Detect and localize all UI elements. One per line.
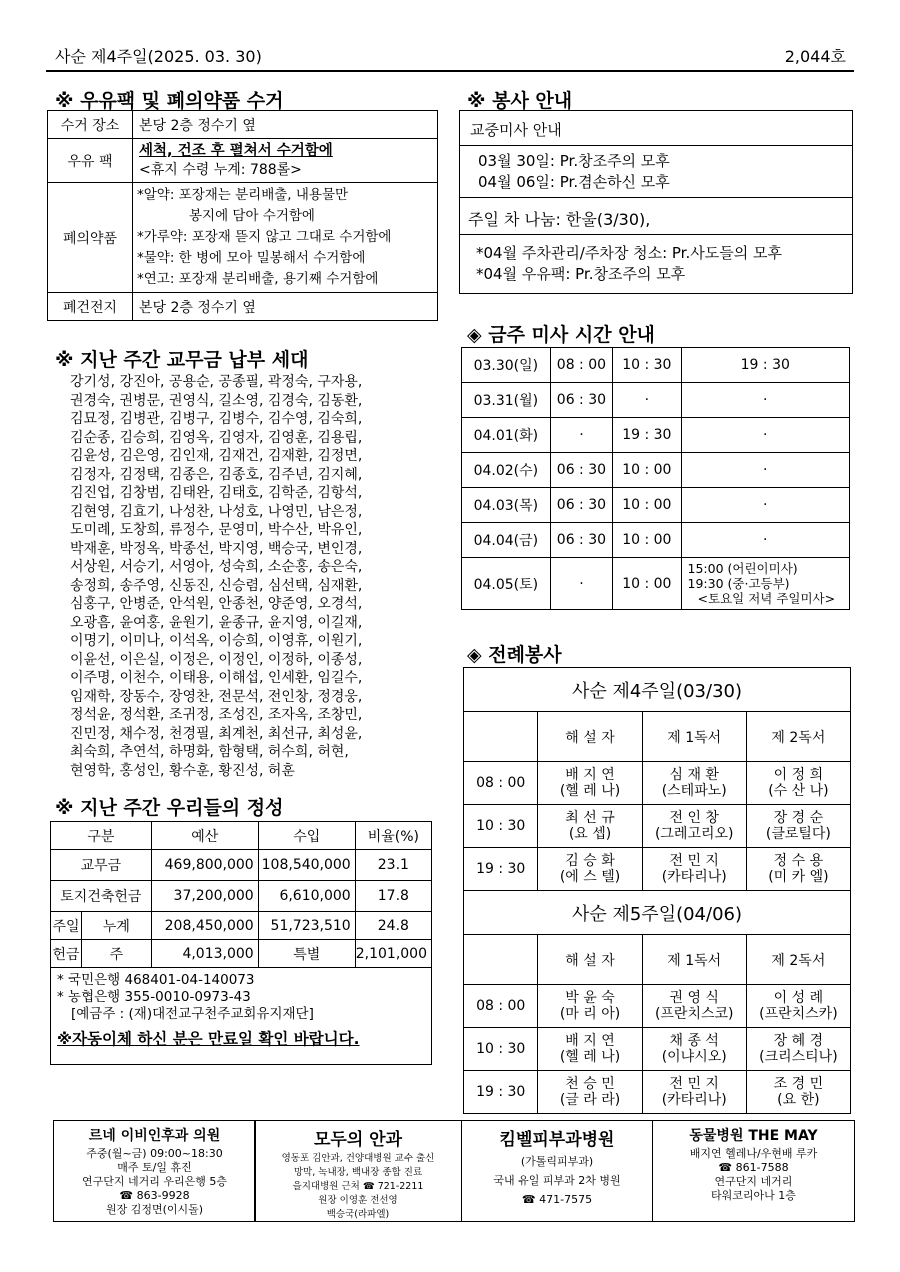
- mass-time: 06 : 30: [550, 523, 612, 558]
- week-title: [464, 891, 851, 935]
- liturgy-text: 심 재 환: [669, 767, 719, 783]
- fin-cell: 37,200,000: [151, 881, 258, 912]
- fin-cell: 교무금: [51, 850, 152, 881]
- ad-line: 을지대병원 근처 ☎ 721-2211: [292, 1181, 424, 1192]
- medicine-line: *물약: 한 병에 모아 밀봉해서 수거함에: [137, 250, 366, 266]
- donor-line: 최숙희, 추연석, 하명화, 함형택, 허수희, 허현,: [70, 744, 349, 760]
- liturgy-text: 장 혜 경: [773, 1033, 824, 1049]
- mass-row: [462, 488, 850, 523]
- liturgy-text: (크리스티나): [759, 1049, 838, 1065]
- fin-cell: 17.8: [355, 881, 431, 912]
- donor-list: [70, 373, 450, 780]
- fin-cell: 누계: [82, 912, 152, 940]
- ad-box: [652, 1120, 855, 1222]
- mass-time: 10 : 30: [613, 348, 681, 383]
- liturgy-text: 해 설 자: [565, 952, 615, 969]
- fin-cell: 23.1: [355, 850, 431, 881]
- liturgy-text: 최 선 규: [565, 810, 615, 826]
- donor-line: 김묘정, 김병관, 김병구, 김병수, 김수영, 김숙희,: [70, 411, 363, 427]
- liturgy-text: 전 인 창: [669, 810, 719, 826]
- mass-date: 04.04(금): [462, 523, 551, 558]
- donor-line: 송정희, 송주영, 신동진, 신승렴, 심선택, 심재환,: [70, 577, 363, 594]
- liturgy-text: 박 윤 숙: [565, 990, 615, 1006]
- liturgy-text: (수 산 나): [768, 783, 829, 799]
- liturgy-text: (헬 레 나): [559, 783, 621, 799]
- liturgy-text: 전 민 지: [669, 1076, 719, 1092]
- liturgy-text: (글 라 라): [559, 1092, 621, 1108]
- liturgy-text: (카타리나): [661, 869, 727, 885]
- liturgy-text: 조 경 민: [773, 1076, 824, 1092]
- medicine-line: 봉지에 담아 수거함에: [189, 208, 315, 224]
- bank-account: * 국민은행 468401-04-140073: [57, 972, 255, 988]
- service-box-title: 교중미사 안내: [470, 121, 562, 139]
- mass-time: ·: [613, 383, 681, 418]
- ad-line: ☎ 861-7588: [718, 1161, 789, 1174]
- liturgy-text: (프란치스코): [654, 1006, 734, 1022]
- milk-label-pack: 우유 팩: [48, 139, 133, 183]
- milk-section-title: ※ 우유팩 및 폐의약품 수거: [55, 90, 284, 112]
- service-box: [459, 110, 853, 294]
- liturgy-head: [746, 712, 850, 762]
- ad-line: 연구단지 네거리: [714, 1175, 793, 1188]
- liturgy-time: [464, 985, 538, 1028]
- milk-label-place: 수거 장소: [48, 111, 133, 139]
- car-sharing: 주일 차 나눔: 한울(3/30),: [468, 210, 651, 229]
- mass-title: ◈ 금주 미사 시간 안내: [467, 324, 655, 346]
- reader-2: [746, 1028, 850, 1071]
- liturgy-text: (헬 레 나): [559, 1049, 621, 1065]
- ad-line: 배지연 헬레나/우현배 루카: [689, 1147, 818, 1160]
- donor-line: 김순종, 김승희, 김영옥, 김영자, 김영훈, 김용립,: [70, 429, 363, 446]
- ad-line: 국내 유일 피부과 2차 병원: [493, 1174, 621, 1187]
- ad-line: ☎ 471-7575: [521, 1193, 593, 1206]
- liturgy-row: [464, 1071, 851, 1114]
- mass-row: [462, 523, 850, 558]
- medicine-line: *알약: 포장재는 분리배출, 내용물만: [137, 187, 349, 203]
- mass-time: ·: [681, 523, 849, 558]
- commentator: [538, 985, 642, 1028]
- donor-line: 강기성, 강진아, 공용순, 공종필, 곽정숙, 구자용,: [70, 374, 363, 390]
- reader-2: [746, 1071, 850, 1114]
- liturgy-title: ◈ 전례봉사: [467, 644, 562, 666]
- medicine-line: *연고: 포장재 분리배출, 용기째 수거함에: [137, 271, 379, 287]
- reader-1: [642, 1028, 746, 1071]
- liturgy-text: 19 : 30: [476, 1084, 526, 1100]
- liturgy-time: [464, 848, 538, 891]
- liturgy-table: [463, 667, 851, 1114]
- service-title: ※ 봉사 안내: [467, 90, 573, 112]
- liturgy-head: [642, 712, 746, 762]
- fin-cell: 주: [82, 940, 152, 968]
- bank-account: * 농협은행 355-0010-0973-43: [57, 989, 251, 1005]
- liturgy-text: 해 설 자: [565, 729, 615, 746]
- fin-cell: 208,450,000: [151, 912, 258, 940]
- liturgy-head: [538, 712, 642, 762]
- liturgy-text: (마 리 아): [559, 1006, 621, 1022]
- fin-head: 예산: [151, 822, 258, 850]
- mass-row: [462, 348, 850, 383]
- service-line: 04월 06일: Pr.겸손하신 모후: [478, 173, 670, 191]
- liturgy-text: 전 민 지: [669, 853, 719, 869]
- donor-line: 박재훈, 박정옥, 박종선, 박지영, 백승국, 변인경,: [70, 540, 363, 557]
- liturgy-time: [464, 1071, 538, 1114]
- milk-place-value: 본당 2층 정수기 옆: [133, 111, 438, 139]
- commentator: [538, 805, 642, 848]
- fin-head: 구분: [51, 822, 152, 850]
- finance-title: ※ 지난 주간 우리들의 정성: [55, 797, 284, 819]
- liturgy-time: [464, 762, 538, 805]
- ad-name: 모두의 안과: [313, 1130, 403, 1150]
- mass-date: 04.02(수): [462, 453, 551, 488]
- mass-date: 04.03(목): [462, 488, 551, 523]
- week-title-row: [464, 668, 851, 712]
- commentator: [538, 762, 642, 805]
- liturgy-head: [746, 935, 850, 985]
- fin-cell: 108,540,000: [258, 850, 355, 881]
- mass-time: ·: [681, 488, 849, 523]
- liturgy-text: 08 : 00: [476, 775, 526, 791]
- mass-time: 06 : 30: [550, 488, 612, 523]
- mass-time: 10 : 00: [613, 453, 681, 488]
- service-line: *04월 우유팩: Pr.창조주의 모후: [476, 265, 686, 283]
- liturgy-text: 이 정 희: [773, 767, 824, 783]
- donor-line: 도미례, 도창희, 류정수, 문영미, 박수산, 박유인,: [70, 522, 363, 538]
- mass-time: ·: [681, 453, 849, 488]
- liturgy-text: (카타리나): [661, 1092, 727, 1108]
- liturgy-text: (요 셉): [568, 826, 612, 842]
- reader-2: [746, 848, 850, 891]
- liturgy-text: (요 한): [777, 1092, 820, 1108]
- ad-line: 백승국(라파엘): [326, 1209, 390, 1220]
- mass-time: 10 : 00: [613, 558, 681, 610]
- liturgy-text: 채 종 석: [669, 1033, 719, 1049]
- liturgy-text: 10 : 30: [476, 1041, 526, 1057]
- donor-line: 이윤선, 이은실, 이정은, 이정인, 이정하, 이종성,: [70, 651, 363, 668]
- ad-name: 동물병원 THE MAY: [689, 1128, 818, 1144]
- week-title: [464, 668, 851, 712]
- ad-line: 매주 토/일 휴진: [117, 1161, 192, 1174]
- donor-line: 임재학, 장동수, 장영찬, 전문석, 전인창, 정경웅,: [70, 688, 363, 705]
- issue-number: 2,044호: [784, 47, 846, 66]
- mass-time: 08 : 00: [550, 348, 612, 383]
- ad-box: [53, 1120, 256, 1222]
- reader-1: [642, 762, 746, 805]
- donor-line: 이주명, 이천수, 이태용, 이해섭, 인세환, 임길수,: [70, 670, 363, 686]
- mass-table: [461, 347, 850, 610]
- fin-cell: 2,101,000: [355, 940, 431, 968]
- liturgy-text: (이냐시오): [661, 1049, 727, 1065]
- milk-label-battery: 폐건전지: [48, 293, 133, 321]
- liturgy-text: 배 지 연: [565, 767, 615, 783]
- liturgy-head: [538, 935, 642, 985]
- mass-time: 10 : 00: [613, 523, 681, 558]
- mass-time: ·: [681, 418, 849, 453]
- fin-cell: 4,013,000: [151, 940, 258, 968]
- liturgy-blank: [464, 935, 538, 985]
- liturgy-text: 김 승 화: [565, 853, 615, 869]
- donor-line: 김진업, 김창범, 김태완, 김태호, 김학준, 김항석,: [70, 485, 363, 501]
- liturgy-text: 장 경 순: [773, 810, 824, 826]
- liturgy-text: 제 2독서: [771, 952, 826, 969]
- ad-name: 르네 이비인후과 의원: [88, 1128, 221, 1144]
- donor-line: 오광흠, 윤여홍, 윤원기, 윤종규, 윤지영, 이길재,: [70, 614, 363, 631]
- liturgy-text: 19 : 30: [476, 861, 526, 877]
- liturgy-head: [642, 935, 746, 985]
- saturday-mass-2: 19:30 (중·고등부): [687, 576, 790, 591]
- fin-cell: 헌금: [51, 940, 82, 968]
- donor-line: 현영학, 홍성인, 황수훈, 황진성, 허훈: [70, 762, 295, 779]
- liturgy-time: [464, 1028, 538, 1071]
- ad-line: (가톨릭피부과): [520, 1155, 594, 1168]
- header-divider: [46, 70, 854, 72]
- ad-line: 연구단지 네거리 우리은행 5층: [82, 1175, 227, 1188]
- milk-pack-instruction: 세척, 건조 후 펼쳐서 수거함에: [139, 142, 333, 159]
- liturgy-text: 천 승 민: [565, 1076, 615, 1092]
- liturgy-head-row: [464, 712, 851, 762]
- reader-2: [746, 762, 850, 805]
- liturgy-text: 제 1독서: [667, 729, 722, 746]
- commentator: [538, 848, 642, 891]
- liturgy-text: 이 성 례: [773, 990, 824, 1006]
- liturgy-text: (프란치스카): [759, 1006, 838, 1022]
- ad-line: 원장 김정면(이시돌): [105, 1203, 204, 1216]
- liturgy-row: [464, 805, 851, 848]
- week-title-row: [464, 891, 851, 935]
- milk-label-medicine: 폐의약품: [48, 183, 133, 293]
- reader-1: [642, 848, 746, 891]
- liturgy-text: (에 스 텔): [559, 869, 621, 885]
- liturgy-text: (스테파노): [661, 783, 727, 799]
- medicine-line: *가루약: 포장재 뜯지 않고 그대로 수거함에: [137, 229, 392, 245]
- liturgy-text: 08 : 00: [476, 998, 526, 1014]
- mass-row: [462, 418, 850, 453]
- fin-head: 수입: [258, 822, 355, 850]
- liturgy-time: [464, 805, 538, 848]
- liturgy-text: (그레고리오): [654, 826, 734, 842]
- liturgy-row: [464, 848, 851, 891]
- donor-line: 이명기, 이미나, 이석옥, 이승희, 이영휴, 이원기,: [70, 633, 363, 649]
- ad-line: ☎ 863-9928: [119, 1189, 190, 1202]
- mass-row: [462, 383, 850, 418]
- service-line: *04월 주차관리/주차장 청소: Pr.사도들의 모후: [476, 244, 782, 262]
- donor-line: 정석윤, 정석환, 조귀정, 조성진, 조자옥, 조창민,: [70, 707, 363, 723]
- mass-time: 19 : 30: [613, 418, 681, 453]
- liturgy-text: 사순 제4주일(03/30): [571, 680, 743, 702]
- liturgy-text: 배 지 연: [565, 1033, 615, 1049]
- liturgy-head-row: [464, 935, 851, 985]
- autopay-notice: ※자동이체 하신 분은 만료일 확인 바랍니다.: [57, 1030, 360, 1048]
- mass-time: ·: [550, 418, 612, 453]
- donor-line: 서상원, 서승기, 서영아, 성숙희, 소순홍, 송은숙,: [70, 559, 363, 575]
- fin-cell: 24.8: [355, 912, 431, 940]
- liturgy-text: 사순 제5주일(04/06): [571, 903, 743, 925]
- mass-date: 04.05(토): [462, 558, 551, 610]
- liturgy-text: (클로틸다): [765, 826, 831, 842]
- mass-date: 03.31(월): [462, 383, 551, 418]
- mass-time: ·: [681, 383, 849, 418]
- ad-line: 타워코리아나 1층: [711, 1189, 796, 1202]
- donors-title: ※ 지난 주간 교무금 납부 세대: [55, 349, 309, 371]
- reader-1: [642, 805, 746, 848]
- mass-row: [462, 453, 850, 488]
- mass-time: 10 : 00: [613, 488, 681, 523]
- milk-table: [47, 110, 438, 321]
- liturgy-text: 제 2독서: [771, 729, 826, 746]
- liturgy-row: [464, 1028, 851, 1071]
- donor-line: 심홍구, 안병준, 안석원, 안종천, 양준영, 오경석,: [70, 596, 363, 612]
- donor-line: 김윤성, 김은영, 김인재, 김재건, 김재환, 김정면,: [70, 448, 363, 464]
- milk-pack-count: <휴지 수령 누계: 788롤>: [139, 161, 302, 178]
- reader-1: [642, 1071, 746, 1114]
- liturgy-text: 권 영 식: [669, 990, 719, 1006]
- service-line: 03월 30일: Pr.창조주의 모후: [478, 152, 670, 170]
- liturgy-blank: [464, 712, 538, 762]
- fin-cell: 6,610,000: [258, 881, 355, 912]
- saturday-mass-note: <토요일 저녁 주일미사>: [697, 591, 836, 606]
- mass-time: ·: [550, 558, 612, 610]
- mass-date: 03.30(일): [462, 348, 551, 383]
- ad-box: [254, 1120, 462, 1222]
- reader-1: [642, 985, 746, 1028]
- fin-cell: 51,723,510: [258, 912, 355, 940]
- donor-line: 김정자, 김정택, 김종은, 김종호, 김주년, 김지혜,: [70, 466, 363, 483]
- mass-time: 06 : 30: [550, 383, 612, 418]
- fin-cell: 토지건축헌금: [51, 881, 152, 912]
- fin-cell: 특별: [258, 940, 355, 968]
- battery-place-value: 본당 2층 정수기 옆: [133, 293, 438, 321]
- mass-time: 19 : 30: [681, 348, 849, 383]
- liturgy-row: [464, 762, 851, 805]
- ad-line: 영동포 김안과, 건양대병원 교수 출신: [281, 1153, 435, 1164]
- ad-line: 주중(월~금) 09:00~18:30: [86, 1147, 223, 1160]
- fin-cell: 주일: [51, 912, 82, 940]
- liturgy-row: [464, 985, 851, 1028]
- ad-line: 망막, 녹내장, 백내장 종합 진료: [293, 1167, 423, 1178]
- liturgy-text: 제 1독서: [667, 952, 722, 969]
- commentator: [538, 1071, 642, 1114]
- mass-date: 04.01(화): [462, 418, 551, 453]
- donor-line: 권경숙, 권병문, 권영식, 길소영, 김경숙, 김동환,: [70, 392, 363, 409]
- ad-box: [461, 1120, 653, 1222]
- commentator: [538, 1028, 642, 1071]
- reader-2: [746, 985, 850, 1028]
- liturgy-text: 정 수 용: [773, 853, 824, 869]
- bulletin-date: 사순 제4주일(2025. 03. 30): [55, 47, 262, 66]
- fin-head: 비율(%): [355, 822, 431, 850]
- donor-line: 진민정, 채수정, 천경필, 최계천, 최선규, 최성윤,: [70, 725, 363, 742]
- liturgy-text: 10 : 30: [476, 818, 526, 834]
- saturday-mass-1: 15:00 (어린이미사): [687, 561, 798, 576]
- account-holder: [예금주 : (재)대전교구천주교회유지재단]: [71, 1006, 314, 1022]
- ad-name: 킴벨피부과병원: [499, 1130, 615, 1150]
- mass-time: 06 : 30: [550, 453, 612, 488]
- liturgy-text: (미 카 엘): [768, 869, 829, 885]
- donor-line: 김현영, 김효기, 나성찬, 나성호, 나영민, 남은정,: [70, 503, 363, 520]
- fin-cell: 469,800,000: [151, 850, 258, 881]
- ad-line: 원장 이영훈 전선영: [318, 1195, 398, 1206]
- finance-table: [50, 821, 432, 1065]
- reader-2: [746, 805, 850, 848]
